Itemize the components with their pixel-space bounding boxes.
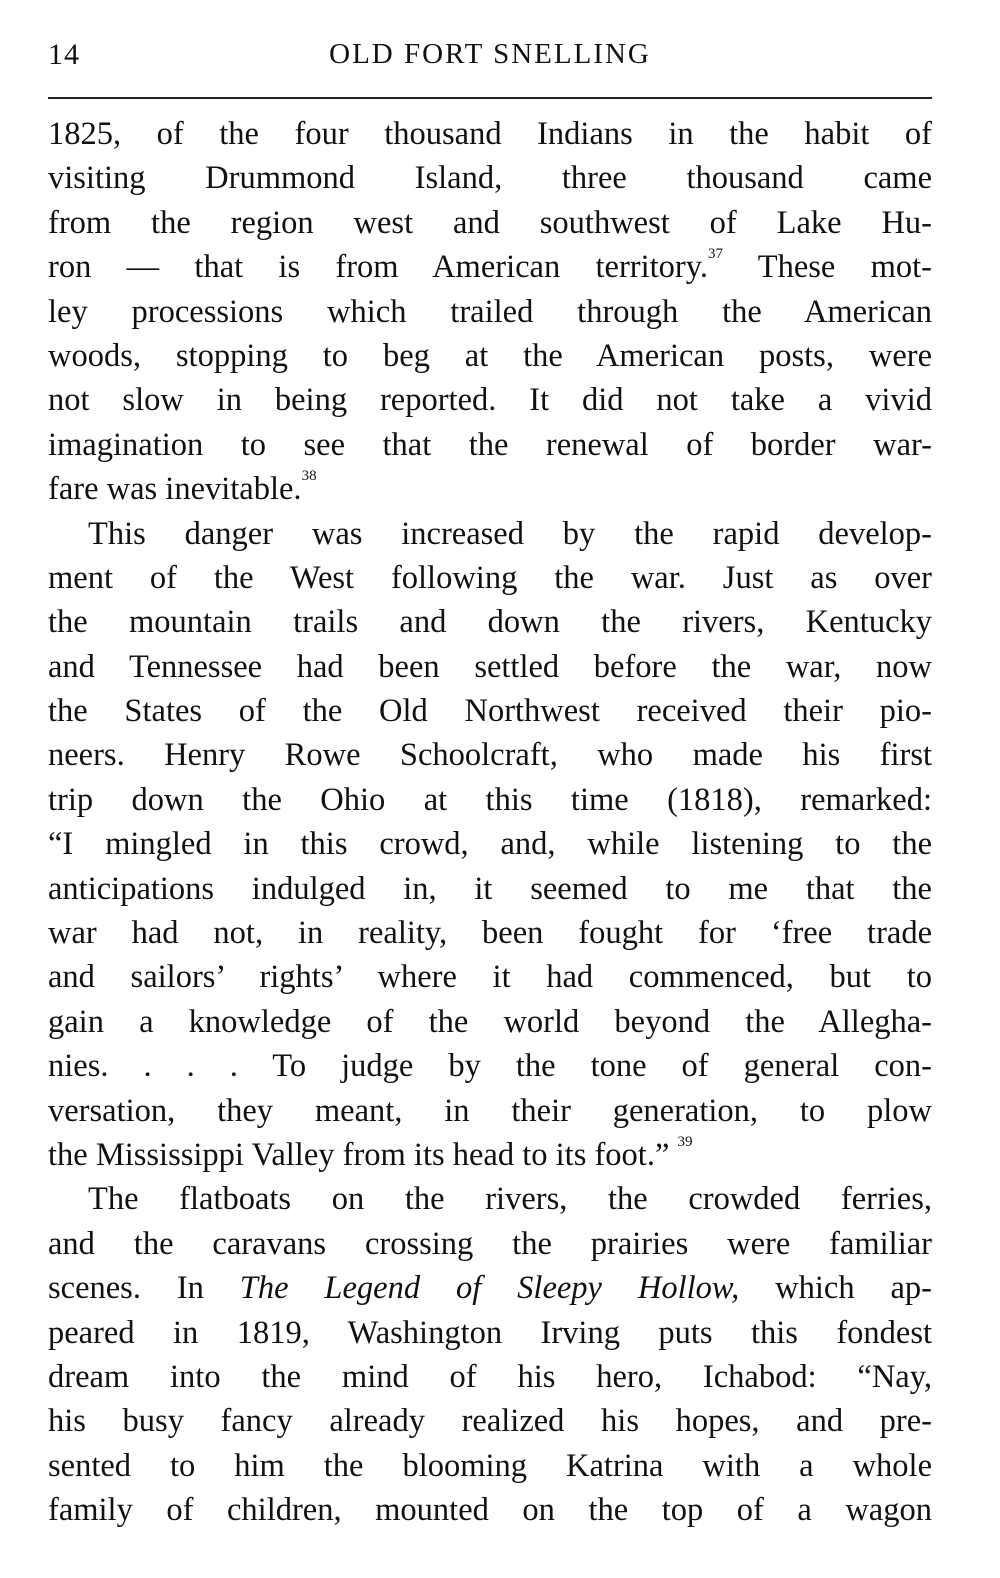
- page-number: 14: [48, 38, 80, 71]
- text-line: from the region west and southwest of Lake Hu-: [48, 204, 932, 241]
- text-segment: which ap-: [739, 1270, 932, 1307]
- text-line: ley processions which trailed through the American: [48, 293, 932, 330]
- text-line: This danger was increased by the rapid develop-: [88, 515, 932, 552]
- text-line: not slow in being reported. It did not take a vivid: [48, 382, 932, 419]
- text-line: [48, 245, 932, 289]
- text-line: peared in 1819, Washington Irving puts this fondest: [48, 1314, 932, 1351]
- text-line: ment of the West following the war. Just as over: [48, 559, 932, 596]
- text-line: the States of the Old Northwest received their pio-: [48, 693, 932, 730]
- text-line: nies. . . . To judge by the tone of general con-: [48, 1048, 932, 1085]
- text-line: and the caravans crossing the prairies were familiar: [48, 1225, 932, 1262]
- text-line: woods, stopping to beg at the American posts, were: [48, 337, 932, 374]
- text-line: “I mingled in this crowd, and, while listening to the: [48, 826, 932, 863]
- text-line: neers. Henry Rowe Schoolcraft, who made his first: [48, 737, 932, 774]
- text-line: family of children, mounted on the top of a wagon: [48, 1492, 932, 1529]
- text-line: trip down the Ohio at this time (1818), remarked:: [48, 781, 932, 818]
- text-line: war had not, in reality, been fought for ‘free trade: [48, 915, 932, 952]
- text-line: visiting Drummond Island, three thousand came: [48, 160, 932, 197]
- text-line: gain a knowledge of the world beyond the Allegha-: [48, 1003, 932, 1040]
- text-line: the mountain trails and down the rivers, Kentucky: [48, 604, 932, 641]
- text-line: and Tennessee had been settled before the war, now: [48, 648, 932, 685]
- paragraph: [48, 1177, 932, 1532]
- text-line: anticipations indulged in, it seemed to me that the: [48, 870, 932, 907]
- running-title: OLD FORT SNELLING: [329, 38, 651, 70]
- text-line: [48, 1266, 932, 1310]
- text-segment: fare was inevitable.: [48, 471, 302, 508]
- text-line: and sailors’ rights’ where it had commenced, but to: [48, 959, 932, 996]
- text-line: dream into the mind of his hero, Ichabod: “Nay,: [48, 1358, 932, 1395]
- text-line: his busy fancy already realized his hopes, and pre-: [48, 1403, 932, 1440]
- header-rule: [48, 97, 932, 99]
- text-segment: the Mississippi Valley from its head to its foot.”: [48, 1136, 670, 1173]
- text-segment: scenes. In: [48, 1270, 240, 1307]
- text-segment: ron — that is from American territory.: [48, 249, 708, 286]
- text-segment: These mot-: [757, 249, 932, 286]
- text-line: The flatboats on the rivers, the crowded ferries,: [88, 1181, 932, 1218]
- text-line: 1825, of the four thousand Indians in the habit of: [48, 116, 932, 152]
- text-line: [48, 1133, 932, 1177]
- page-header: [48, 34, 932, 78]
- text-line: [48, 467, 932, 511]
- footnote-ref-39: 39: [677, 1133, 693, 1150]
- text-line: imagination to see that the renewal of border war-: [48, 426, 932, 463]
- paragraph: [48, 512, 932, 1178]
- footnote-ref-38: 38: [301, 468, 317, 485]
- body-text: [48, 112, 932, 1533]
- text-line: versation, they meant, in their generation, to plow: [48, 1092, 932, 1129]
- footnote-ref-37: 37: [708, 246, 723, 263]
- italic-book-title: The Legend of Sleepy Hollow,: [239, 1270, 740, 1307]
- paragraph: [48, 112, 932, 512]
- text-line: sented to him the blooming Katrina with a whole: [48, 1447, 932, 1484]
